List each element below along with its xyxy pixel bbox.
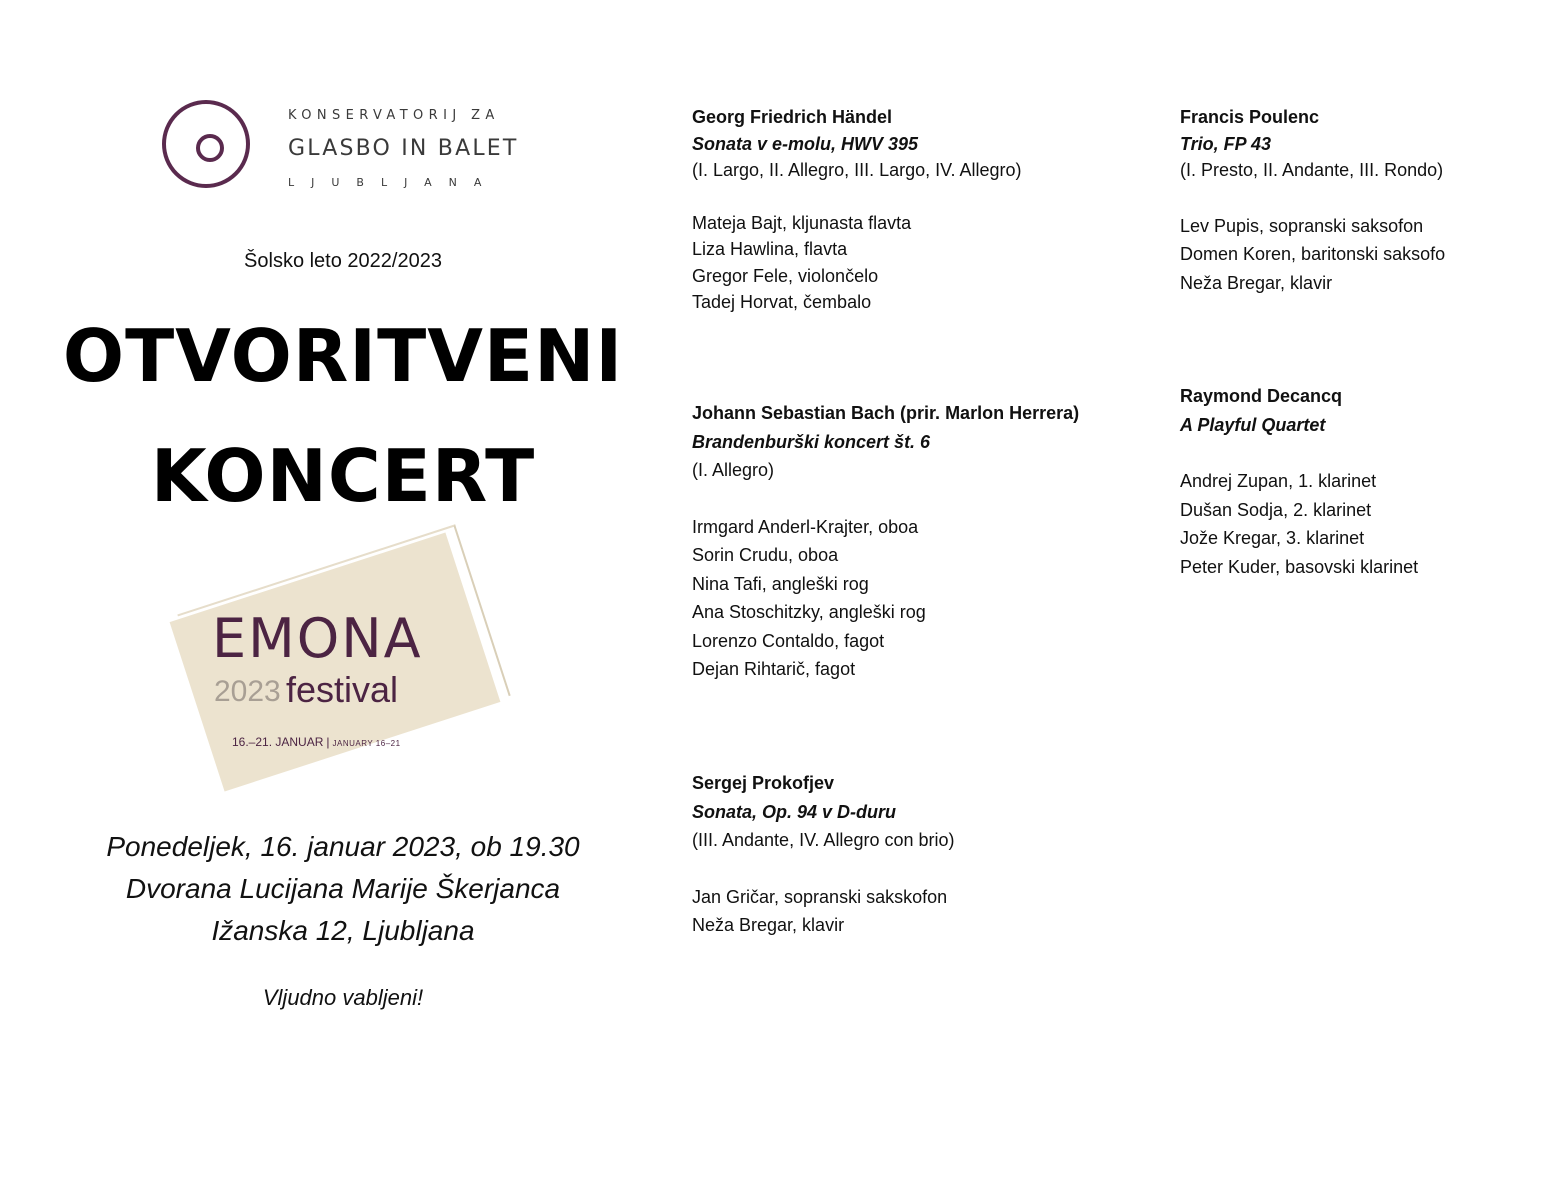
performer: Peter Kuder, basovski klarinet	[1180, 556, 1419, 577]
composer: Georg Friedrich Händel	[692, 107, 893, 127]
performer: Jan Gričar, sopranski sakskofon	[692, 886, 948, 907]
festival-dates-sl: 16.–21. JANUAR	[232, 735, 324, 749]
performer: Domen Koren, baritonski saksofo	[1180, 244, 1446, 264]
festival-word: festival	[286, 669, 399, 710]
logo-text-line1: KONSERVATORIJ ZA	[288, 108, 500, 123]
festival-dates-separator: |	[326, 735, 330, 749]
festival-dates-en: JANUARY 16–21	[332, 739, 401, 748]
event-address: Ižanska 12, Ljubljana	[211, 915, 475, 946]
school-year: Šolsko leto 2022/2023	[244, 250, 442, 272]
festival-dates	[232, 735, 401, 749]
performer: Liza Hawlina, flavta	[692, 239, 848, 259]
conservatory-logo-icon	[162, 100, 250, 188]
performer: Ana Stoschitzky, angleški rog	[692, 602, 926, 622]
performer: Neža Bregar, klavir	[1180, 272, 1333, 293]
performer: Gregor Fele, violončelo	[692, 265, 879, 286]
logo-text-line2: GLASBO IN BALET	[288, 136, 519, 161]
performer: Lorenzo Contaldo, fagot	[692, 630, 885, 651]
logo-text-line3: LJUBLJANA	[288, 176, 499, 189]
page-title-line2: KONCERT	[150, 434, 536, 518]
program-item	[1180, 104, 1445, 297]
event-date: Ponedeljek, 16. januar 2023, ob 19.30	[106, 831, 580, 862]
performer: Dejan Rihtarič, fagot	[692, 659, 856, 679]
program-item	[692, 769, 955, 940]
composer: Johann Sebastian Bach (prir. Marlon Herrera)	[692, 403, 1080, 423]
performer: Lev Pupis, sopranski saksofon	[1180, 215, 1424, 236]
work-title: Sonata, Op. 94 v D-duru	[692, 801, 897, 822]
performer: Neža Bregar, klavir	[692, 915, 845, 935]
page-title-line1: OTVORITVENI	[62, 314, 624, 398]
movements: (I. Allegro)	[692, 460, 775, 480]
performer: Dušan Sodja, 2. klarinet	[1180, 499, 1372, 520]
festival-logo	[170, 525, 510, 795]
work-title: Trio, FP 43	[1180, 133, 1272, 154]
work-title: Brandenburški koncert št. 6	[692, 431, 931, 452]
performer: Sorin Crudu, oboa	[692, 545, 839, 565]
performer: Jože Kregar, 3. klarinet	[1180, 528, 1365, 548]
composer: Sergej Prokofjev	[692, 773, 835, 793]
movements: (I. Largo, II. Allegro, III. Largo, IV. Allegro)	[692, 160, 1022, 180]
performer: Mateja Bajt, kljunasta flavta	[692, 212, 912, 233]
composer: Francis Poulenc	[1180, 107, 1320, 127]
work-title: Sonata v e-molu, HWV 395	[692, 133, 919, 154]
performer: Tadej Horvat, čembalo	[692, 292, 872, 312]
performer: Andrej Zupan, 1. klarinet	[1180, 471, 1377, 491]
movements: (III. Andante, IV. Allegro con brio)	[692, 830, 955, 850]
conservatory-logo	[162, 100, 562, 196]
event-venue: Dvorana Lucijana Marije Škerjanca	[125, 873, 561, 904]
event-info	[0, 826, 686, 952]
festival-year: 2023	[214, 675, 281, 708]
composer: Raymond Decancq	[1180, 386, 1343, 406]
program-item	[1180, 382, 1418, 581]
movements: (I. Presto, II. Andante, III. Rondo)	[1180, 160, 1444, 180]
work-title: A Playful Quartet	[1180, 414, 1326, 435]
festival-name: EMONA	[212, 607, 423, 670]
program-item	[692, 104, 1022, 316]
performer: Nina Tafi, angleški rog	[692, 573, 869, 594]
program-item	[692, 399, 1079, 684]
invitation: Vljudno vabljeni!	[262, 985, 424, 1010]
performer: Irmgard Anderl-Krajter, oboa	[692, 516, 919, 537]
